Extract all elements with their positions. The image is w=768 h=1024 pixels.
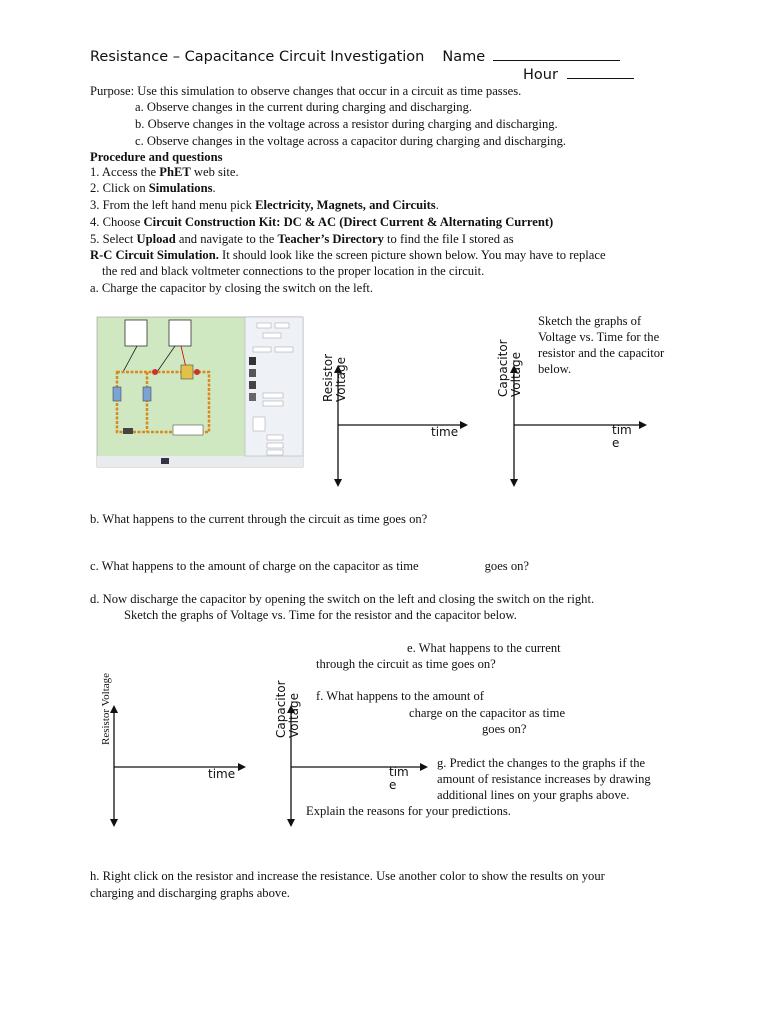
- document-title: Resistance – Capacitance Circuit Investigation: [90, 49, 425, 65]
- time-label-2: tim e: [612, 423, 632, 450]
- simulation-screenshot: [97, 317, 303, 467]
- question-g-cont-2: additional lines on your graphs above.: [437, 788, 630, 802]
- procedure-step-6-cont: the red and black voltmeter connections to the proper location in the circuit.: [102, 264, 485, 278]
- procedure-step-1: 1. Access the PhET web site.: [90, 165, 239, 179]
- question-h: h. Right click on the resistor and increase the resistance. Use another color to show the results on your: [90, 869, 605, 883]
- question-f-cont-2: goes on?: [482, 722, 527, 736]
- sketch-note-2: Voltage vs. Time for the: [538, 330, 660, 344]
- purpose-item-b: b. Observe changes in the voltage across a resistor during charging and discharging.: [135, 117, 558, 131]
- name-blank[interactable]: [493, 47, 620, 61]
- procedure-step-3: 3. From the left hand menu pick Electricity, Magnets, and Circuits.: [90, 198, 439, 212]
- sketch-note-4: below.: [538, 362, 572, 376]
- sketch-note-1: Sketch the graphs of: [538, 314, 642, 328]
- purpose-intro: Purpose: Use this simulation to observe changes that occur in a circuit as time passes.: [90, 84, 522, 98]
- hour-label: Hour: [523, 67, 558, 83]
- capacitor-voltage-label: Capacitor Voltage: [496, 339, 523, 397]
- sketch-note-3: resistor and the capacitor: [538, 346, 665, 360]
- document-header: [90, 47, 620, 65]
- explain-prompt: Explain the reasons for your predictions.: [306, 804, 511, 818]
- time-label-4: tim e: [389, 765, 409, 792]
- question-b: b. What happens to the current through the circuit as time goes on?: [90, 512, 428, 526]
- question-h-cont: charging and discharging graphs above.: [90, 886, 290, 900]
- capacitor-voltage-label-2: Capacitor Voltage: [274, 680, 301, 738]
- question-f: f. What happens to the amount of: [316, 689, 484, 703]
- question-e: e. What happens to the current: [407, 641, 561, 655]
- time-label-3: time: [208, 767, 236, 781]
- time-label-1: time: [431, 425, 459, 439]
- procedure-step-5: 5. Select Upload and navigate to the Teacher’s Directory to find the file I stored as: [90, 232, 514, 246]
- procedure-step-2: 2. Click on Simulations.: [90, 181, 216, 195]
- question-g-cont-1: amount of resistance increases by drawing: [437, 772, 651, 786]
- hour-row: [523, 65, 634, 83]
- question-c: c. What happens to the amount of charge on the capacitor as time goes on?: [90, 559, 530, 573]
- procedure-step-6: R-C Circuit Simulation. It should look like the screen picture shown below. You may have to replace: [90, 248, 606, 262]
- procedure-step-4: 4. Choose Circuit Construction Kit: DC & AC (Direct Current & Alternating Current): [90, 215, 554, 229]
- question-e-cont: through the circuit as time goes on?: [316, 657, 496, 671]
- hour-blank[interactable]: [567, 65, 634, 79]
- purpose-item-c: c. Observe changes in the voltage across a capacitor during charging and discharging.: [135, 134, 567, 148]
- question-a: a. Charge the capacitor by closing the switch on the left.: [90, 281, 374, 295]
- procedure-heading: Procedure and questions: [90, 150, 223, 164]
- purpose-item-a: a. Observe changes in the current during charging and discharging.: [135, 100, 473, 114]
- question-g: g. Predict the changes to the graphs if the: [437, 756, 646, 770]
- resistor-voltage-label-2: Resistor Voltage: [100, 672, 112, 745]
- question-f-cont-1: charge on the capacitor as time: [409, 706, 566, 720]
- question-d: d. Now discharge the capacitor by opening the switch on the left and closing the switch on the right.: [90, 592, 595, 606]
- resistor-voltage-label: Resistor Voltage: [321, 354, 348, 402]
- name-label: Name: [442, 49, 486, 65]
- question-d-cont: Sketch the graphs of Voltage vs. Time for the resistor and the capacitor below.: [124, 608, 517, 622]
